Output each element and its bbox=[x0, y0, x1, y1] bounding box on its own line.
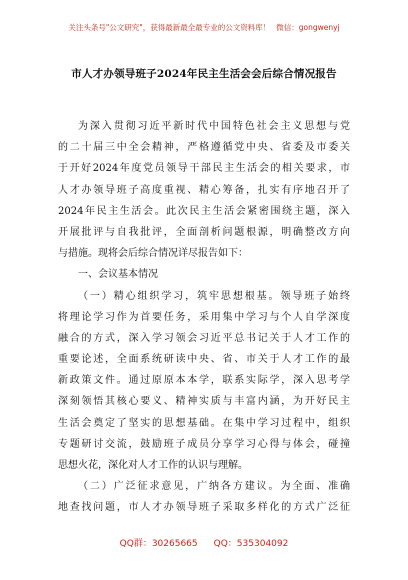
document-title: 市人才办领导班子2024年民主生活会会后综合情况报告 bbox=[71, 68, 337, 80]
body-line: 地查找问题，市人才办领导班子采取多样化的方式广泛征 bbox=[58, 502, 350, 514]
body-line: 开展批评与自我批评，全面剖析问题根源，明确整改方向 bbox=[58, 226, 350, 238]
banner-promo-text: 关注头条号"公文研究"，获得最新最全最专业的公文资料库！ bbox=[68, 23, 271, 32]
body-line: （一）精心组织学习，筑牢思想根基。领导班子始终 bbox=[78, 290, 350, 302]
body-line: 人才办领导班子高度重视、精心筹备，扎实有序地召开了 bbox=[58, 184, 350, 196]
body-line: 一、会议基本情况 bbox=[78, 269, 158, 281]
footer-qq-number: QQ：535304092 bbox=[213, 539, 289, 549]
header-banner bbox=[0, 22, 408, 33]
body-line: 生活会奠定了坚实的思想基础。在集中学习过程中，组织 bbox=[58, 417, 350, 429]
banner-wechat-text: 微信：gongwenyj bbox=[276, 23, 340, 32]
body-line: （二）广泛征求意见，广纳各方建议。为全面、准确 bbox=[78, 481, 350, 493]
body-line: 思想火花，深化对人才工作的认识与理解。 bbox=[58, 460, 248, 471]
footer-contact bbox=[0, 536, 408, 549]
body-line: 于开好2024年度党员领导干部民主生活会的相关要求，市 bbox=[58, 163, 350, 175]
body-line: 融合的方式，深入学习领会习近平总书记关于人才工作的 bbox=[58, 332, 350, 344]
body-line: 与措施。现将会后综合情况详尽报告如下： bbox=[58, 248, 248, 260]
footer-qq-group: QQ群：30265665 bbox=[119, 539, 198, 549]
body-line: 深刻领悟其核心要义、精神实质与丰富内涵，为开好民主 bbox=[58, 396, 350, 408]
body-line: 新政策文件。通过原原本本学，联系实际学，深入思考学 bbox=[58, 375, 350, 387]
document-body bbox=[58, 116, 350, 519]
body-line: 2024年民主生活会。此次民主生活会紧密围绕主题，深入 bbox=[58, 205, 350, 217]
body-line: 将理论学习作为首要任务，采用集中学习与个人自学深度 bbox=[58, 311, 350, 323]
body-line: 为深入贯彻习近平新时代中国特色社会主义思想与党 bbox=[78, 121, 350, 132]
body-line: 重要论述，全面系统研读中央、省、市关于人才工作的最 bbox=[58, 354, 350, 366]
body-line: 的二十届三中全会精神，严格遵循党中央、省委及市委关 bbox=[58, 142, 350, 154]
body-line: 专题研讨交流，鼓励班子成员分享学习心得与体会，碰撞 bbox=[58, 438, 350, 450]
